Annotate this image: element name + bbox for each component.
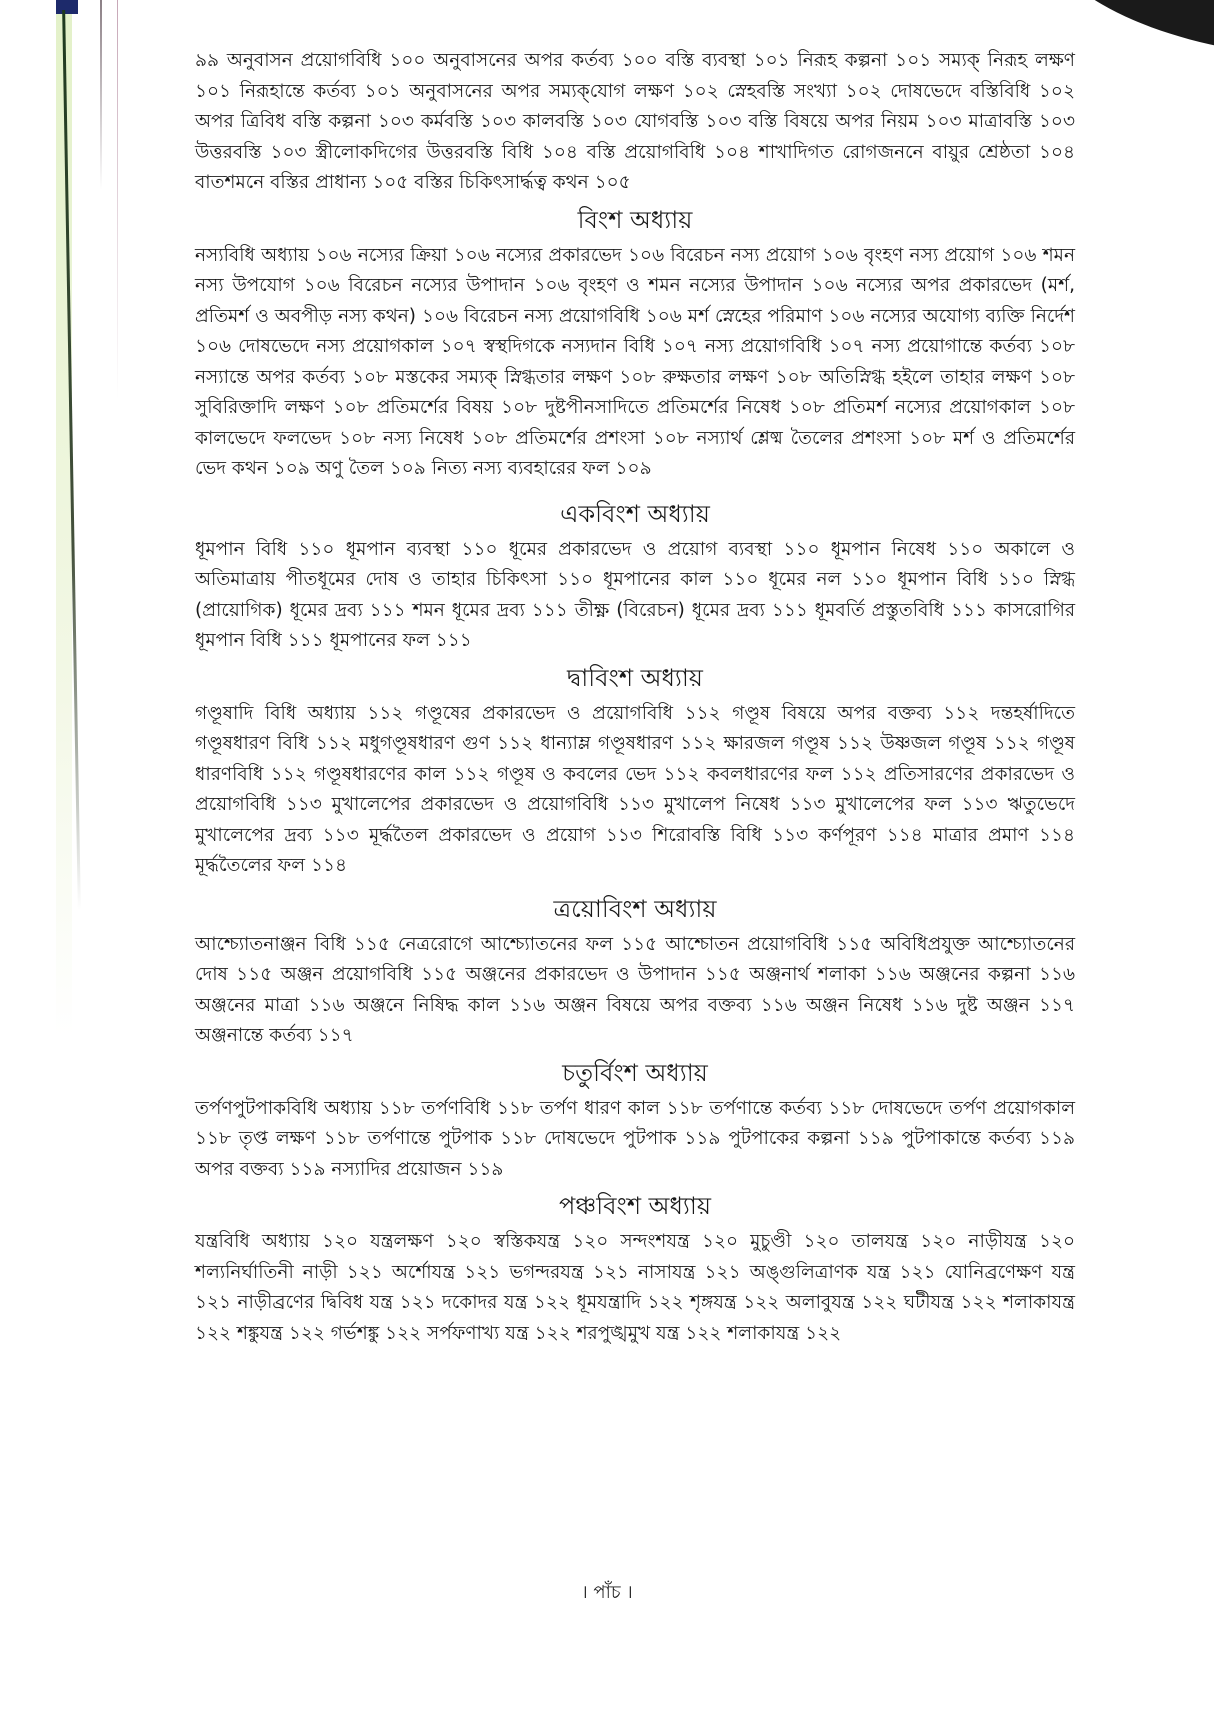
- page-number: । পাঁচ ।: [581, 1582, 633, 1603]
- chapter-24-text: তর্পণপুটপাকবিধি অধ্যায় ১১৮ তর্পণবিধি ১১৮ তর্পণ ধারণ কাল ১১৮ তর্পণান্তে কর্তব্য ১১৮ দোষভেদে তর্পণ প্রয়োগকাল ১১৮ তৃপ্ত লক্ষণ ১১৮ তর্পণান্তে পুটপাক ১১৮ দোষভেদে পুটপাক ১১৯ পুটপাকের কল্পনা ১১৯ পুটপাকান্তে কর্তব্য ১১৯ অপর বক্তব্য ১১৯ নস্যাদির প্রয়োজন ১১৯: [195, 1097, 1075, 1180]
- page-fold-line-secondary: [117, 0, 118, 400]
- chapter-21-heading: একবিংশ অধ্যায়: [560, 499, 710, 528]
- chapter-23-heading: ত্রয়োবিংশ অধ্যায়: [553, 894, 717, 923]
- chapter-25-text: যন্ত্রবিধি অধ্যায় ১২০ যন্ত্রলক্ষণ ১২০ স্বস্তিকযন্ত্র ১২০ সন্দংশযন্ত্র ১২০ মুচুণ্ডী ১২০ তালযন্ত্র ১২০ নাড়ীযন্ত্র ১২০ শল্যনির্ঘাতিনী নাড়ী ১২১ অর্শোযন্ত্র ১২১ ভগন্দরযন্ত্র ১২১ নাসাযন্ত্র ১২১ অঙ্গুলিত্রাণক যন্ত্র ১২১ যোনিব্রণেক্ষণ যন্ত্র ১২১ নাড়ীব্রণের দ্বিবিধ যন্ত্র ১২১ দকোদর যন্ত্র ১২২ ধূমযন্ত্রাদি ১২২ শৃঙ্গযন্ত্র ১২২ অলাবুযন্ত্র ১২২ ঘটীযন্ত্র ১২২ শলাকাযন্ত্র ১২২ শঙ্কুযন্ত্র ১২২ গর্ভশঙ্কু ১২২ সর্পফণাখ্য যন্ত্র ১২২ শরপুঙ্খমুখ যন্ত্র ১২২ শলাকাযন্ত্র ১২২: [195, 1231, 1075, 1344]
- contents-page: [195, 46, 1075, 1349]
- book-edge-cap: [56, 0, 78, 14]
- chapter-23-text: আশ্চ্যোতনাঞ্জন বিধি ১১৫ নেত্ররোগে আশ্চ্যোতনের ফল ১১৫ আশ্চোতন প্রয়োগবিধি ১১৫ অবিধিপ্রযুক্ত আশ্চ্যোতনের দোষ ১১৫ অঞ্জন প্রয়োগবিধি ১১৫ অঞ্জনের প্রকারভেদ ও উপাদান ১১৫ অঞ্জনার্থ শলাকা ১১৬ অঞ্জনের কল্পনা ১১৬ অঞ্জনের মাত্রা ১১৬ অঞ্জনে নিষিদ্ধ কাল ১১৬ অঞ্জন বিষয়ে অপর বক্তব্য ১১৬ অঞ্জন নিষেধ ১১৬ দুষ্ট অঞ্জন ১১৭ অঞ্জনান্তে কর্তব্য ১১৭: [195, 933, 1075, 1046]
- chapter-21-text: ধূমপান বিধি ১১০ ধূমপান ব্যবস্থা ১১০ ধূমের প্রকারভেদ ও প্রয়োগ ব্যবস্থা ১১০ ধূমপান নিষেধ ১১০ অকালে ও অতিমাত্রায় পীতধূমের দোষ ও তাহার চিকিৎসা ১১০ ধূমপানের কাল ১১০ ধূমের নল ১১০ ধূমপান বিধি ১১০ স্নিগ্ধ (প্রায়োগিক) ধূমের দ্রব্য ১১১ শমন ধূমের দ্রব্য ১১১ তীক্ষ্ণ (বিরেচন) ধূমের দ্রব্য ১১১ ধূমবর্তি প্রস্তুতবিধি ১১১ কাসরোগির ধূমপান বিধি ১১১ ধূমপানের ফল ১১১: [195, 538, 1075, 651]
- chapter-20-heading: বিংশ অধ্যায়: [577, 205, 693, 234]
- chapter-24-heading: চতুর্বিংশ অধ্যায়: [562, 1058, 708, 1087]
- chapter-22-text: গণ্ডূষাদি বিধি অধ্যায় ১১২ গণ্ডূষের প্রকারভেদ ও প্রয়োগবিধি ১১২ গণ্ডূষ বিষয়ে অপর বক্তব্য ১১২ দন্তহর্ষাদিতে গণ্ডূষধারণ বিধি ১১২ মধুগণ্ডূষধারণ গুণ ১১২ ধান্যাম্ল গণ্ডূষধারণ ১১২ ক্ষারজল গণ্ডূষ ১১২ উষ্ণজল গণ্ডূষ ১১২ গণ্ডূষ ধারণবিধি ১১২ গণ্ডূষধারণের কাল ১১২ গণ্ডূষ ও কবলের ভেদ ১১২ কবলধারণের ফল ১১২ প্রতিসারণের প্রকারভেদ ও প্রয়োগবিধি ১১৩ মুখালেপের প্রকারভেদ ও প্রয়োগবিধি ১১৩ মুখালেপ নিষেধ ১১৩ মুখালেপের ফল ১১৩ ঋতুভেদে মুখালেপের দ্রব্য ১১৩ মূর্দ্ধতৈল প্রকারভেদ ও প্রয়োগ ১১৩ শিরোবস্তি বিধি ১১৩ কর্ণপূরণ ১১৪ মাত্রার প্রমাণ ১১৪ মূর্দ্ধতৈলের ফল ১১৪: [195, 702, 1075, 876]
- section-continuation-text: ৯৯ অনুবাসন প্রয়োগবিধি ১০০ অনুবাসনের অপর কর্তব্য ১০০ বস্তি ব্যবস্থা ১০১ নিরূহ কল্পনা ১০১ সম্যক্ নিরূহ লক্ষণ ১০১ নিরূহান্তে কর্তব্য ১০১ অনুবাসনের অপর সম্যক্‌যোগ লক্ষণ ১০২ স্নেহবস্তি সংখ্যা ১০২ দোষভেদে বস্তিবিধি ১০২ অপর ত্রিবিধ বস্তি কল্পনা ১০৩ কর্মবস্তি ১০৩ কালবস্তি ১০৩ যোগবস্তি ১০৩ বস্তি বিষয়ে অপর নিয়ম ১০৩ মাত্রাবস্তি ১০৩ উত্তরবস্তি ১০৩ স্ত্রীলোকদিগের উত্তরবস্তি বিধি ১০৪ বস্তি প্রয়োগবিধি ১০৪ শাখাদিগত রোগজননে বায়ুর শ্রেষ্ঠতা ১০৪ বাতশমনে বস্তির প্রাধান্য ১০৫ বস্তির চিকিৎসার্দ্ধত্ব কথন ১০৫: [195, 50, 1075, 193]
- chapter-25-heading: পঞ্চবিংশ অধ্যায়: [559, 1192, 711, 1220]
- page-fold-line: [100, 0, 102, 190]
- chapter-22-heading: দ্বাবিংশ অধ্যায়: [567, 663, 703, 692]
- chapter-20-text: নস্যবিধি অধ্যায় ১০৬ নস্যের ক্রিয়া ১০৬ নস্যের প্রকারভেদ ১০৬ বিরেচন নস্য প্রয়োগ ১০৬ বৃংহণ নস্য প্রয়োগ ১০৬ শমন নস্য উপযোগ ১০৬ বিরেচন নস্যের উপাদান ১০৬ বৃংহণ ও শমন নস্যের উপাদান ১০৬ নস্যের অপর প্রকারভেদ (মর্শ, প্রতিমর্শ ও অবপীড় নস্য কথন) ১০৬ বিরেচন নস্য প্রয়োগবিধি ১০৬ মর্শ স্নেহের পরিমাণ ১০৬ নস্যের অযোগ্য ব্যক্তি নির্দেশ ১০৬ দোষভেদে নস্য প্রয়োগকাল ১০৭ স্বস্থদিগকে নস্যদান বিধি ১০৭ নস্য প্রয়োগবিধি ১০৭ নস্য প্রয়োগান্তে কর্তব্য ১০৮ নস্যান্তে অপর কর্তব্য ১০৮ মস্তকের সম্যক্ স্নিগ্ধতার লক্ষণ ১০৮ রুক্ষতার লক্ষণ ১০৮ অতিস্নিগ্ধ হইলে তাহার লক্ষণ ১০৮ সুবিরিক্তাদি লক্ষণ ১০৮ প্রতিমর্শের বিষয় ১০৮ দুষ্টপীনসাদিতে প্রতিমর্শের নিষেধ ১০৮ প্রতিমর্শ নস্যের প্রয়োগকাল ১০৮ কালভেদে ফলভেদ ১০৮ নস্য নিষেধ ১০৮ প্রতিমর্শের প্রশংসা ১০৮ নস্যার্থ শ্লেষ্ম তৈলের প্রশংসা ১০৮ মর্শ ও প্রতিমর্শের ভেদ কথন ১০৯ অণু তৈল ১০৯ নিত্য নস্য ব্যবহারের ফল ১০৯: [195, 244, 1075, 479]
